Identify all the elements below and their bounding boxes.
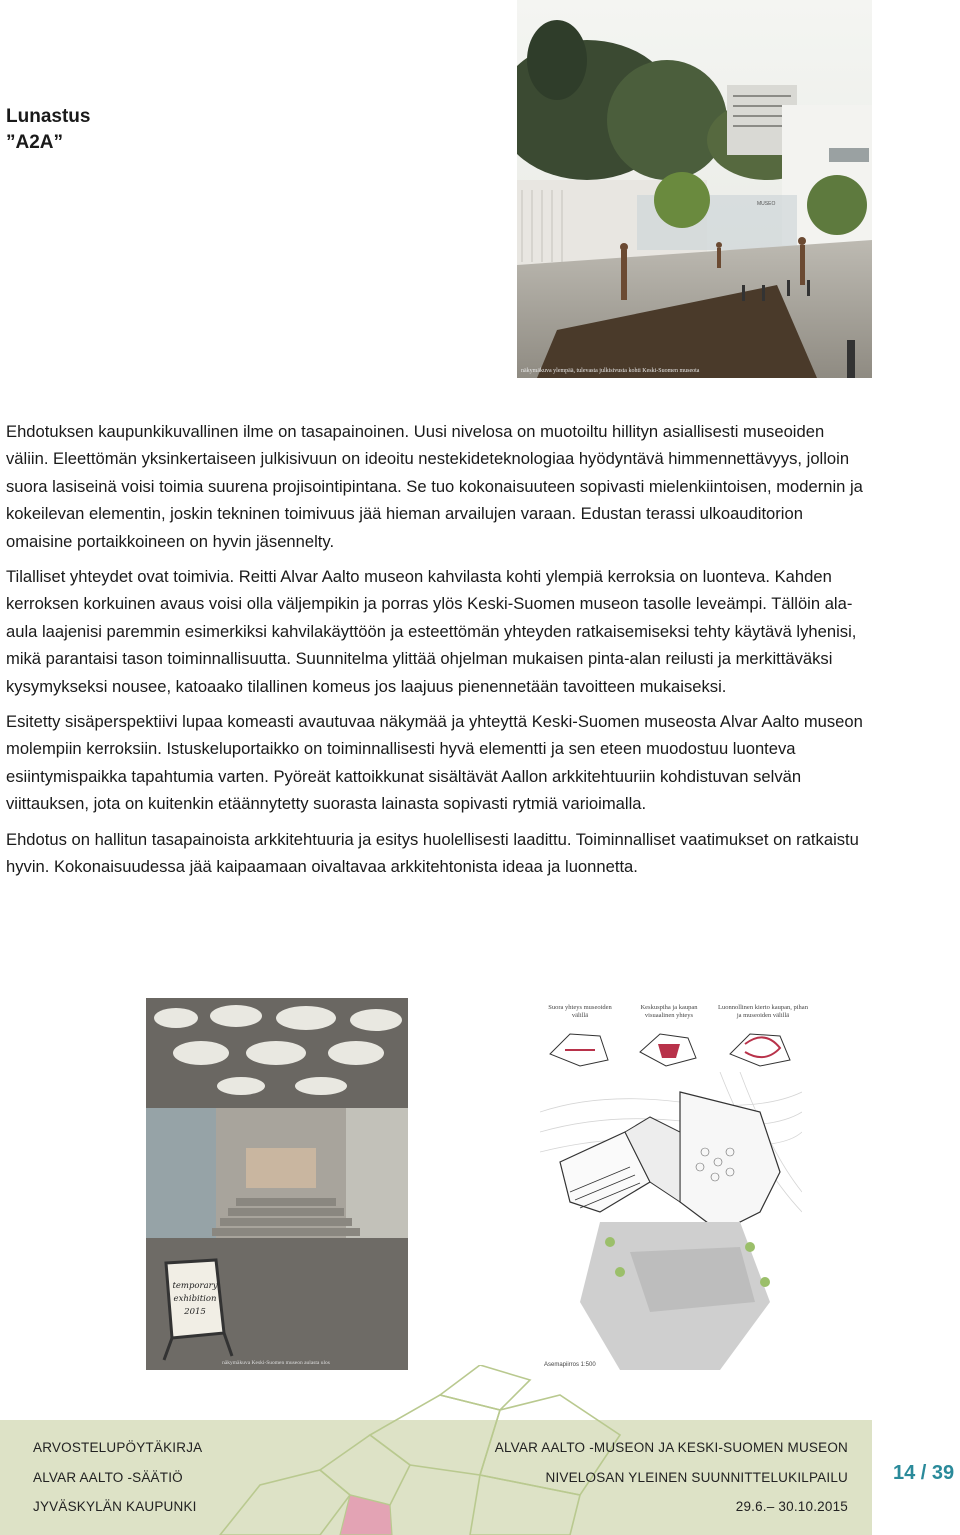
footer-right-1: ALVAR AALTO -MUSEON JA KESKI-SUOMEN MUSEON	[494, 1440, 848, 1455]
paragraph-3: Esitetty sisäperspektiivi lupaa komeasti avautuvaa näkymää ja yhteyttä Keski-Suomen museosta Alvar Aalto museon molempiin kerroksiin. Istuskeluportaikko on toiminnallisesti hyvä elementti ja sen eteen muodostuu luonteva esiintymispaikka tapahtumia varten. Pyöreät kattoikkunat sisältävät Aallon arkkitehtuuriin kohdistuvan selvän viittauksen, jota on kuitenkin etäännytetty suorasta lainasta sopivasti rytmiä varioimalla.	[6, 712, 863, 814]
site-plan-image	[540, 1072, 802, 1370]
site-plan-caption: Asemapiirros 1:500	[544, 1362, 596, 1368]
interior-caption: näkymäkuva Keski-Suomen museon aulasta ulos	[222, 1360, 330, 1366]
diagram-label-1: Suora yhteys museoiden välillä	[548, 1004, 612, 1019]
diagram-label-3: Luonnollinen kierto kaupan, pihan ja museoiden välillä	[718, 1004, 808, 1019]
paragraph-1: Ehdotuksen kaupunkikuvallinen ilme on tasapainoinen. Uusi nivelosa on muotoiltu hillityn asiallisesti museoiden väliin. Eleettömän yksinkertaiseen julkisivuun on ideoitu nestekideteknologiaa hyödyntävä himmennettävyys, jolloin suora lasiseinä voisi toimia suurena projisointipintana. Se tuo kokonaisuuteen sopivasti mielenkiintoisen, modernin ja kokeilevan elementin, joskin tekninen toimivuus jää hieman arvailujen varaan. Edustan terassi ulkoauditorion omaisine portaikkoineen on hyvin jäsennelty.	[6, 422, 863, 551]
svg-text:2015: 2015	[184, 1307, 206, 1317]
exterior-caption: näkymäkuva ylempää, tulevasta julkisivusta kohti Keski-Suomen museota	[521, 368, 700, 374]
svg-text:temporary: temporary	[172, 1281, 218, 1291]
footer-left-1: ARVOSTELUPÖYTÄKIRJA	[33, 1440, 203, 1455]
diagram-label-2: Keskuspiha ja kaupan visuaalinen yhteys	[640, 1004, 698, 1019]
paragraph-4: Ehdotus on hallitun tasapainoista arkkitehtuuria ja esitys huolellisesti laadittu. Toiminnalliset vaatimukset on ratkaistu hyvin. Kokonaisuudessa jää kaipaamaan oivaltavaa arkkitehtonista ideaa ja luonnetta.	[6, 829, 859, 877]
exterior-sign-text: MUSEO	[757, 201, 776, 207]
footer-right-3: 29.6.– 30.10.2015	[735, 1499, 848, 1514]
footer-left-2: ALVAR AALTO -SÄÄTIÖ	[33, 1470, 183, 1485]
page-number: 14 / 39	[893, 1462, 955, 1484]
exterior-render-image	[517, 0, 872, 378]
footer-right-2: NIVELOSAN YLEINEN SUUNNITTELUKILPAILU	[545, 1470, 848, 1485]
heading-line-2: ”A2A”	[6, 132, 64, 153]
page-heading	[6, 104, 90, 156]
page-footer	[0, 1420, 960, 1535]
interior-render-image	[146, 998, 408, 1370]
paragraph-2: Tilalliset yhteydet ovat toimivia. Reitti Alvar Aalto museon kahvilasta kohti ylempiä kerroksia on luonteva. Kahden kerroksen korkuinen avaus voisi olla väljempikin ja porras ylös Keski-Suomen museon tasolle leveämpi. Tällöin ala-aula laajenisi paremmin esimerkiksi kahvilakäyttöön ja esteettömän yhteyden ratkaisemiseksi tehty käytävä lyhenisi, mikä parantaisi tason toiminnallisuutta. Suunnitelma ylittää ohjelman mukaisen pinta-alan reilusti ja merkittäväksi kysymykseksi nousee, katoaako tilallinen komeus jos laajuus pienennetään tavoitteen mukaiseksi.	[6, 567, 857, 696]
svg-text:exhibition: exhibition	[173, 1294, 217, 1304]
evaluation-text	[6, 418, 866, 889]
heading-line-1: Lunastus	[6, 106, 91, 127]
concept-diagrams	[540, 1000, 810, 1070]
footer-left-3: JYVÄSKYLÄN KAUPUNKI	[33, 1499, 197, 1514]
